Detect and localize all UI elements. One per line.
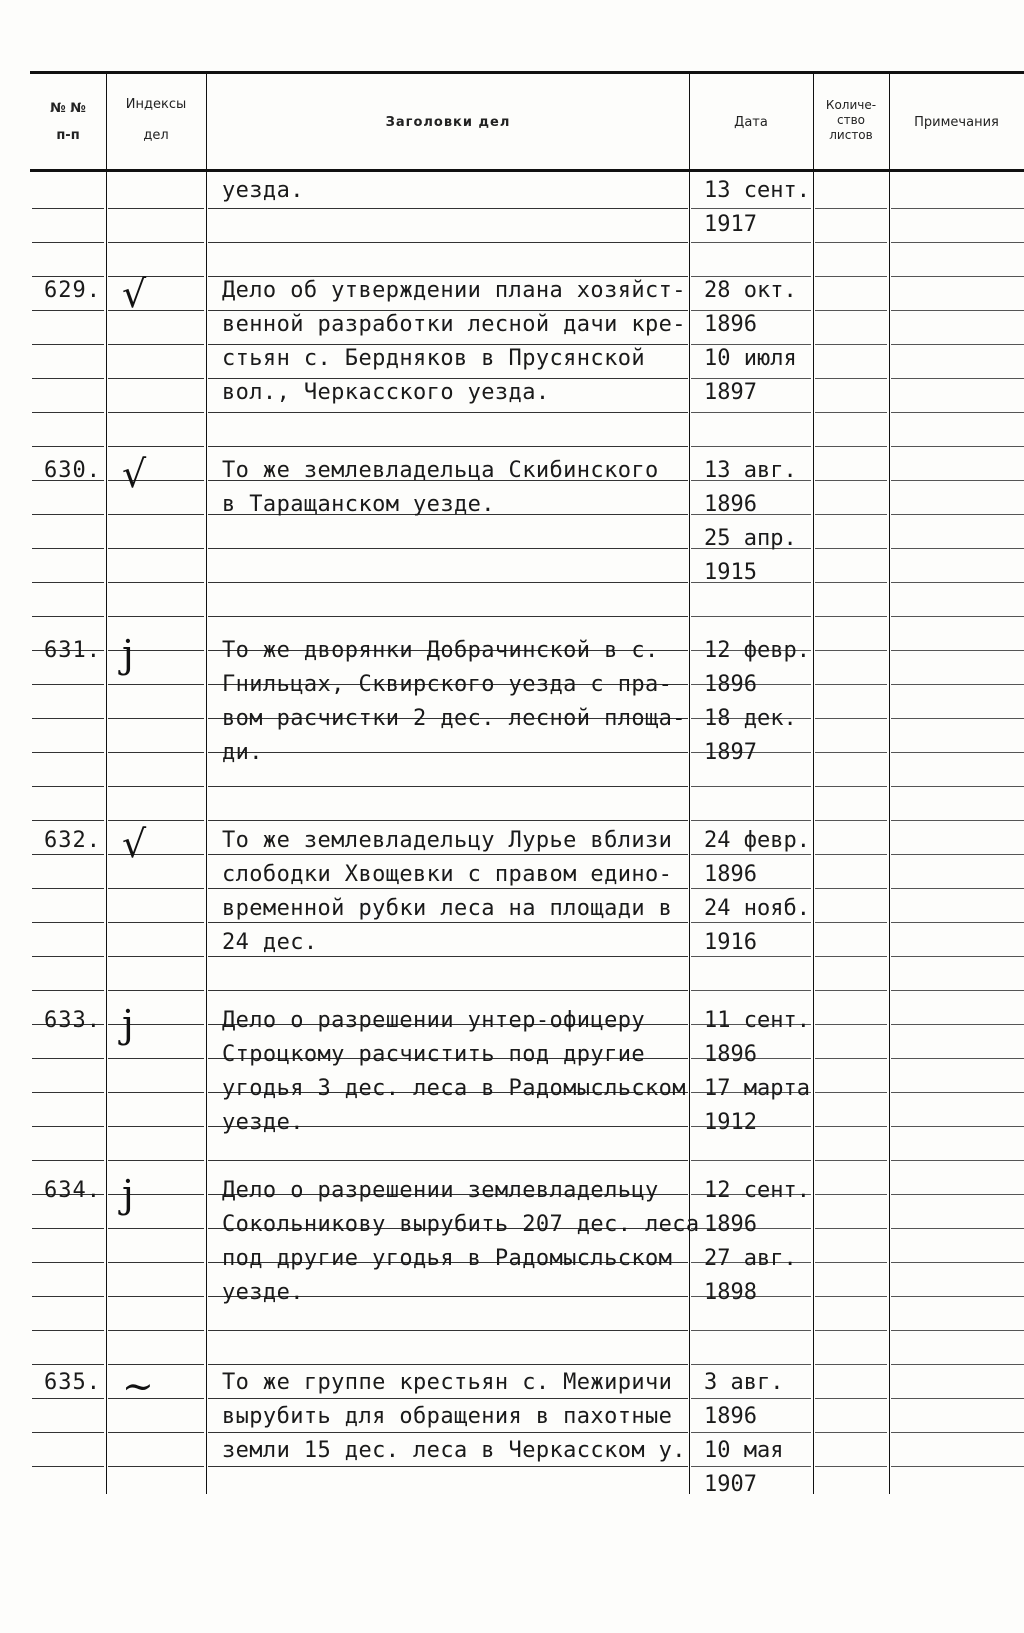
ruled-line bbox=[891, 752, 1024, 753]
entry-title-line: уезда. bbox=[222, 178, 304, 203]
ruled-line bbox=[891, 820, 1024, 821]
ruled-line bbox=[891, 1228, 1024, 1229]
ruled-line bbox=[815, 956, 887, 957]
ruled-line bbox=[208, 820, 688, 821]
ruled-line bbox=[815, 1058, 887, 1059]
entry-date-line: 1896 bbox=[704, 1212, 757, 1237]
ruled-line bbox=[32, 1058, 104, 1059]
ruled-line bbox=[815, 616, 887, 617]
ruled-line bbox=[208, 446, 688, 447]
ruled-line bbox=[32, 412, 104, 413]
ruled-line bbox=[32, 1160, 104, 1161]
entry-title-line: слободки Хвощевки с правом едино- bbox=[222, 862, 673, 887]
ruled-line bbox=[815, 548, 887, 549]
entry-date-line: 3 авг. bbox=[704, 1370, 784, 1395]
entry-title-line: Гнильцах, Сквирского уезда с пра- bbox=[222, 672, 673, 697]
entry-date-line: 1897 bbox=[704, 380, 757, 405]
entry-date-line: 12 февр. bbox=[704, 638, 810, 663]
ruled-line bbox=[815, 650, 887, 651]
entry-date-line: 12 сент. bbox=[704, 1178, 810, 1203]
entry-title-line: То же дворянки Добрачинской в с. bbox=[222, 638, 659, 663]
ruled-line bbox=[891, 548, 1024, 549]
ruled-line bbox=[815, 582, 887, 583]
entry-date-line: 1896 bbox=[704, 1042, 757, 1067]
ruled-line bbox=[815, 1398, 887, 1399]
ruled-line bbox=[108, 922, 204, 923]
entry-title-line: венной разработки лесной дачи кре- bbox=[222, 312, 686, 337]
ruled-line bbox=[815, 1126, 887, 1127]
ruled-line bbox=[32, 854, 104, 855]
ruled-line bbox=[891, 276, 1024, 277]
entry-date-line: 25 апр. bbox=[704, 526, 797, 551]
entry-title-line: угодья 3 дес. леса в Радомысльском bbox=[222, 1076, 686, 1101]
ruled-line bbox=[208, 1364, 688, 1365]
check-mark-icon: √ bbox=[122, 272, 147, 316]
entry-date-line: 1897 bbox=[704, 740, 757, 765]
ruled-line bbox=[108, 1092, 204, 1093]
ruled-line bbox=[108, 1228, 204, 1229]
ruled-line bbox=[32, 514, 104, 515]
ruled-line bbox=[691, 412, 811, 413]
entry-title-line: Дело о разрешении унтер-офицеру bbox=[222, 1008, 645, 1033]
entry-title-line: Строцкому расчистить под другие bbox=[222, 1042, 645, 1067]
ruled-line bbox=[208, 1466, 688, 1467]
ruled-line bbox=[891, 650, 1024, 651]
top-border bbox=[30, 71, 1024, 74]
ruled-line bbox=[815, 684, 887, 685]
ruled-line bbox=[32, 344, 104, 345]
header-bottom-border bbox=[30, 169, 1024, 172]
ruled-line bbox=[108, 786, 204, 787]
ruled-line bbox=[891, 990, 1024, 991]
check-mark-icon: j bbox=[122, 632, 134, 676]
entry-number: 631. bbox=[44, 638, 101, 663]
entry-title-line: То же группе крестьян с. Межиричи bbox=[222, 1370, 673, 1395]
entry-title-line: ди. bbox=[222, 740, 263, 765]
ruled-line bbox=[32, 1364, 104, 1365]
ruled-line bbox=[691, 208, 811, 209]
entry-date-line: 27 авг. bbox=[704, 1246, 797, 1271]
ruled-line bbox=[815, 1330, 887, 1331]
entry-title-line: земли 15 дес. леса в Черкасском у. bbox=[222, 1438, 686, 1463]
header-title: Заголовки дел bbox=[385, 115, 511, 130]
ruled-line bbox=[891, 718, 1024, 719]
check-mark-icon: j bbox=[122, 1172, 134, 1216]
ruled-line bbox=[108, 412, 204, 413]
entry-date-line: 1896 bbox=[704, 1404, 757, 1429]
ruled-line bbox=[208, 752, 688, 753]
entry-date-line: 17 марта bbox=[704, 1076, 810, 1101]
ruled-line bbox=[32, 786, 104, 787]
entry-title-line: вол., Черкасского уезда. bbox=[222, 380, 550, 405]
header-sheets-line2: ство bbox=[836, 113, 865, 127]
ruled-line bbox=[32, 1466, 104, 1467]
ruled-line bbox=[691, 378, 811, 379]
header-index-line1: Индексы bbox=[125, 97, 187, 112]
ruled-line bbox=[32, 1296, 104, 1297]
entry-date-line: 1896 bbox=[704, 672, 757, 697]
ruled-line bbox=[815, 1466, 887, 1467]
check-mark-icon: ~ bbox=[122, 1364, 154, 1408]
ruled-line bbox=[815, 922, 887, 923]
ruled-line bbox=[815, 1160, 887, 1161]
ruled-line bbox=[891, 1330, 1024, 1331]
ruled-line bbox=[891, 1262, 1024, 1263]
entry-date-line: 1896 bbox=[704, 312, 757, 337]
ruled-line bbox=[815, 208, 887, 209]
entry-date-line: 13 сент. bbox=[704, 178, 810, 203]
ruled-line bbox=[108, 548, 204, 549]
ruled-line bbox=[891, 1160, 1024, 1161]
entry-title-line: уезде. bbox=[222, 1110, 304, 1135]
ruled-line bbox=[32, 446, 104, 447]
ruled-line bbox=[108, 1262, 204, 1263]
ruled-line bbox=[815, 514, 887, 515]
ruled-line bbox=[108, 1058, 204, 1059]
ruled-line bbox=[815, 786, 887, 787]
ruled-line bbox=[815, 242, 887, 243]
ruled-line bbox=[691, 1160, 811, 1161]
ruled-line bbox=[108, 1432, 204, 1433]
ruled-line bbox=[108, 582, 204, 583]
ruled-line bbox=[891, 378, 1024, 379]
ruled-line bbox=[891, 1466, 1024, 1467]
ruled-line bbox=[691, 1466, 811, 1467]
entry-title-line: вом расчистки 2 дес. лесной площа- bbox=[222, 706, 686, 731]
ruled-line bbox=[691, 990, 811, 991]
ruled-line bbox=[108, 344, 204, 345]
ruled-line bbox=[891, 956, 1024, 957]
ruled-line bbox=[208, 786, 688, 787]
entry-number: 635. bbox=[44, 1370, 101, 1395]
ruled-line bbox=[891, 1058, 1024, 1059]
ruled-line bbox=[891, 854, 1024, 855]
ruled-line bbox=[108, 990, 204, 991]
entry-title-line: временной рубки леса на площади в bbox=[222, 896, 673, 921]
header-number-line1: № № bbox=[50, 101, 86, 116]
ruled-line bbox=[815, 276, 887, 277]
ruled-line bbox=[891, 344, 1024, 345]
header-index-line2: дел bbox=[143, 128, 169, 143]
ruled-line bbox=[108, 1296, 204, 1297]
entry-date-line: 24 нояб. bbox=[704, 896, 810, 921]
ruled-line bbox=[208, 242, 688, 243]
ruled-line bbox=[815, 1432, 887, 1433]
ruled-line bbox=[208, 310, 688, 311]
ruled-line bbox=[691, 242, 811, 243]
ruled-line bbox=[208, 276, 688, 277]
ruled-line bbox=[32, 616, 104, 617]
ruled-line bbox=[815, 820, 887, 821]
ruled-line bbox=[32, 1432, 104, 1433]
ruled-line bbox=[891, 888, 1024, 889]
entry-date-line: 1915 bbox=[704, 560, 757, 585]
ruled-line bbox=[208, 956, 688, 957]
ruled-line bbox=[891, 1398, 1024, 1399]
ruled-line bbox=[691, 446, 811, 447]
ruled-line bbox=[815, 1092, 887, 1093]
ruled-line bbox=[891, 208, 1024, 209]
entry-date-line: 1896 bbox=[704, 492, 757, 517]
ruled-line bbox=[108, 718, 204, 719]
entry-date-line: 1916 bbox=[704, 930, 757, 955]
check-mark-icon: j bbox=[122, 1002, 134, 1046]
col-divider-1 bbox=[106, 74, 107, 1494]
ruled-line bbox=[815, 344, 887, 345]
ruled-line bbox=[691, 310, 811, 311]
entry-date-line: 13 авг. bbox=[704, 458, 797, 483]
entry-date-line: 18 дек. bbox=[704, 706, 797, 731]
ruled-line bbox=[32, 1398, 104, 1399]
ruled-line bbox=[891, 786, 1024, 787]
ruled-line bbox=[815, 888, 887, 889]
entry-date-line: 10 мая bbox=[704, 1438, 784, 1463]
entry-title-line: Дело об утверждении плана хозяйст- bbox=[222, 278, 686, 303]
ruled-line bbox=[108, 514, 204, 515]
ruled-line bbox=[891, 310, 1024, 311]
ruled-line bbox=[32, 208, 104, 209]
ruled-line bbox=[815, 752, 887, 753]
ruled-line bbox=[32, 956, 104, 957]
entry-date-line: 1907 bbox=[704, 1472, 757, 1497]
header-notes: Примечания bbox=[914, 115, 999, 130]
ruled-line bbox=[32, 276, 104, 277]
ruled-line bbox=[815, 1296, 887, 1297]
ruled-line bbox=[691, 1398, 811, 1399]
ruled-line bbox=[108, 242, 204, 243]
ruled-line bbox=[208, 548, 688, 549]
ruled-line bbox=[32, 922, 104, 923]
check-mark-icon: √ bbox=[122, 822, 147, 866]
ruled-line bbox=[208, 208, 688, 209]
ruled-line bbox=[108, 208, 204, 209]
entry-number: 633. bbox=[44, 1008, 101, 1033]
header-number-line2: п-п bbox=[56, 128, 80, 143]
ruled-line bbox=[32, 1228, 104, 1229]
ruled-line bbox=[32, 718, 104, 719]
entry-number: 629. bbox=[44, 278, 101, 303]
header-date: Дата bbox=[734, 115, 768, 130]
entry-title-line: в Таращанском уезде. bbox=[222, 492, 495, 517]
entry-date-line: 1896 bbox=[704, 862, 757, 887]
ruled-line bbox=[891, 446, 1024, 447]
ruled-line bbox=[32, 310, 104, 311]
entry-title-line: уезде. bbox=[222, 1280, 304, 1305]
header-sheets-line3: листов bbox=[829, 128, 873, 142]
ruled-line bbox=[691, 888, 811, 889]
ruled-line bbox=[32, 1330, 104, 1331]
ruled-line bbox=[815, 310, 887, 311]
entry-date-line: 28 окт. bbox=[704, 278, 797, 303]
ruled-line bbox=[815, 718, 887, 719]
ruled-line bbox=[108, 956, 204, 957]
ruled-line bbox=[691, 956, 811, 957]
ruled-line bbox=[891, 922, 1024, 923]
ruled-line bbox=[32, 684, 104, 685]
entry-number: 630. bbox=[44, 458, 101, 483]
ruled-line bbox=[208, 1160, 688, 1161]
ruled-line bbox=[815, 990, 887, 991]
check-mark-icon: √ bbox=[122, 452, 147, 496]
ruled-line bbox=[208, 922, 688, 923]
entry-number: 634. bbox=[44, 1178, 101, 1203]
header-sheets bbox=[814, 98, 888, 143]
ruled-line bbox=[32, 1126, 104, 1127]
ruled-line bbox=[108, 888, 204, 889]
ruled-line bbox=[891, 1024, 1024, 1025]
ruled-line bbox=[108, 446, 204, 447]
ruled-line bbox=[108, 684, 204, 685]
col-divider-2 bbox=[206, 74, 207, 1494]
entry-title-line: 24 дес. bbox=[222, 930, 318, 955]
ruled-line bbox=[108, 752, 204, 753]
entry-title-line: Дело о разрешении землевладельцу bbox=[222, 1178, 659, 1203]
ruled-line bbox=[32, 548, 104, 549]
entry-title-line: под другие угодья в Радомысльском bbox=[222, 1246, 673, 1271]
ruled-line bbox=[891, 684, 1024, 685]
entry-title-line: Сокольникову вырубить 207 дес. леса bbox=[222, 1212, 700, 1237]
ruled-line bbox=[32, 752, 104, 753]
ruled-line bbox=[891, 582, 1024, 583]
ruled-line bbox=[815, 378, 887, 379]
ruled-line bbox=[891, 1126, 1024, 1127]
ruled-line bbox=[208, 1330, 688, 1331]
ruled-line bbox=[691, 1432, 811, 1433]
ruled-line bbox=[691, 344, 811, 345]
entry-title-line: То же землевладельцу Лурье вблизи bbox=[222, 828, 673, 853]
ruled-line bbox=[891, 480, 1024, 481]
col-divider-4 bbox=[813, 74, 814, 1494]
ruled-line bbox=[108, 820, 204, 821]
ruled-line bbox=[208, 1398, 688, 1399]
ruled-line bbox=[208, 616, 688, 617]
entry-date-line: 1912 bbox=[704, 1110, 757, 1135]
entry-title-line: стьян с. Бердняков в Прусянской bbox=[222, 346, 645, 371]
entry-date-line: 10 июля bbox=[704, 346, 797, 371]
ruled-line bbox=[208, 344, 688, 345]
ruled-line bbox=[32, 888, 104, 889]
ruled-line bbox=[208, 854, 688, 855]
ruled-line bbox=[891, 242, 1024, 243]
ruled-line bbox=[891, 1194, 1024, 1195]
ruled-line bbox=[815, 412, 887, 413]
ruled-line bbox=[891, 1296, 1024, 1297]
ruled-line bbox=[691, 922, 811, 923]
ruled-line bbox=[691, 1330, 811, 1331]
ruled-line bbox=[208, 1432, 688, 1433]
entry-number: 632. bbox=[44, 828, 101, 853]
ruled-line bbox=[108, 1330, 204, 1331]
ruled-line bbox=[108, 616, 204, 617]
entry-date-line: 1898 bbox=[704, 1280, 757, 1305]
ruled-line bbox=[691, 276, 811, 277]
ruled-line bbox=[815, 1364, 887, 1365]
ruled-line bbox=[891, 1364, 1024, 1365]
ruled-line bbox=[32, 1092, 104, 1093]
ruled-line bbox=[691, 616, 811, 617]
ruled-line bbox=[108, 1466, 204, 1467]
ruled-line bbox=[691, 820, 811, 821]
ruled-line bbox=[108, 1160, 204, 1161]
entry-date-line: 11 сент. bbox=[704, 1008, 810, 1033]
entry-title-line: То же землевладельца Скибинского bbox=[222, 458, 659, 483]
ruled-line bbox=[815, 1262, 887, 1263]
entry-title-line: вырубить для обращения в пахотные bbox=[222, 1404, 673, 1429]
ruled-line bbox=[108, 378, 204, 379]
ruled-line bbox=[208, 990, 688, 991]
ruled-line bbox=[891, 616, 1024, 617]
ruled-line bbox=[815, 446, 887, 447]
ruled-line bbox=[815, 480, 887, 481]
ruled-line bbox=[891, 514, 1024, 515]
header-number bbox=[32, 100, 104, 144]
ruled-line bbox=[891, 1432, 1024, 1433]
ruled-line bbox=[32, 1262, 104, 1263]
ruled-line bbox=[691, 1364, 811, 1365]
header-sheets-line1: Количе- bbox=[825, 98, 877, 112]
entry-date-line: 24 февр. bbox=[704, 828, 810, 853]
ruled-line bbox=[815, 1024, 887, 1025]
ruled-line bbox=[32, 582, 104, 583]
ruled-line bbox=[815, 1194, 887, 1195]
ruled-line bbox=[691, 854, 811, 855]
ruled-line bbox=[815, 854, 887, 855]
entry-date-line: 1917 bbox=[704, 212, 757, 237]
ruled-line bbox=[108, 1126, 204, 1127]
ruled-line bbox=[208, 888, 688, 889]
ruled-line bbox=[815, 1228, 887, 1229]
header-index bbox=[108, 96, 204, 144]
ruled-line bbox=[208, 582, 688, 583]
ruled-line bbox=[32, 242, 104, 243]
ruled-line bbox=[32, 820, 104, 821]
ruled-line bbox=[891, 412, 1024, 413]
col-divider-5 bbox=[889, 74, 890, 1494]
ruled-line bbox=[691, 786, 811, 787]
ruled-line bbox=[32, 378, 104, 379]
ruled-line bbox=[208, 378, 688, 379]
col-divider-3 bbox=[689, 74, 690, 1494]
ruled-line bbox=[32, 990, 104, 991]
ruled-line bbox=[891, 1092, 1024, 1093]
ruled-line bbox=[208, 412, 688, 413]
